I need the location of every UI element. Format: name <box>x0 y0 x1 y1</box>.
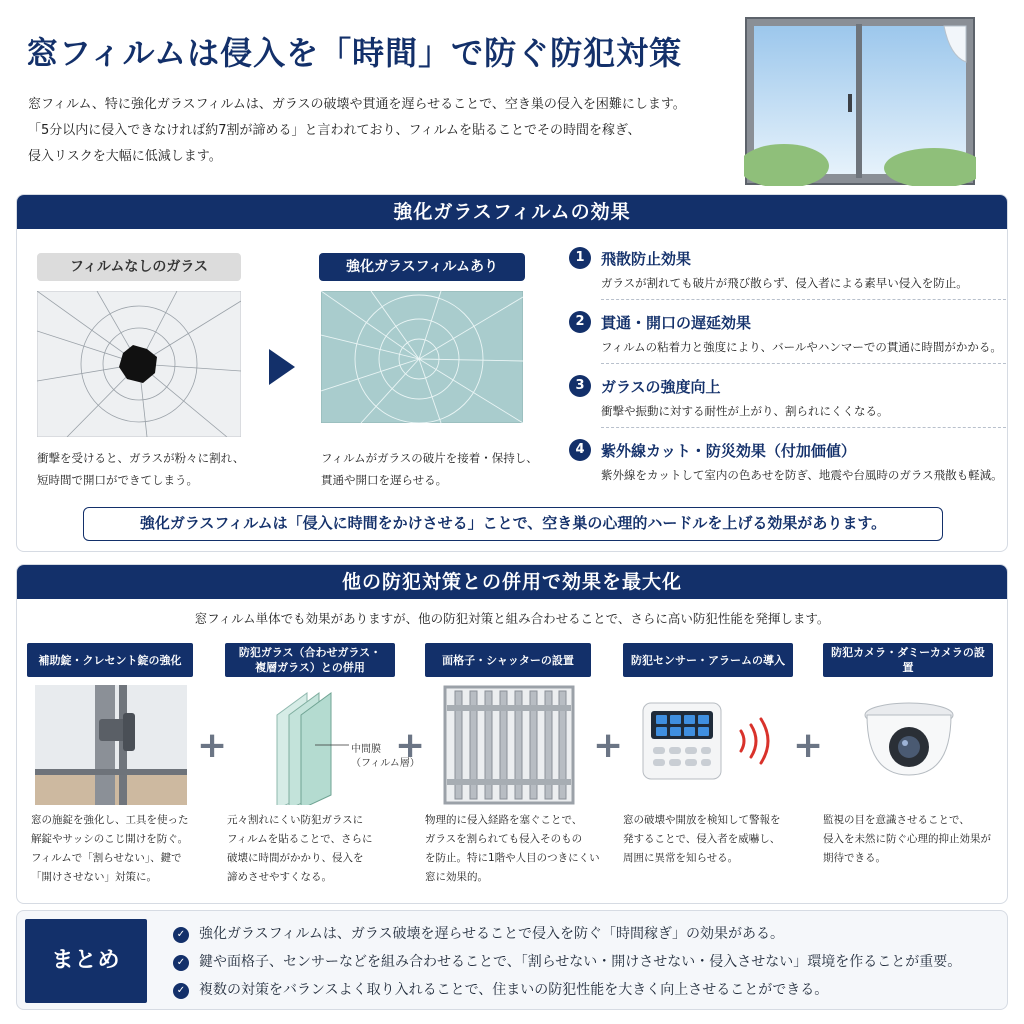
divider <box>601 363 1008 364</box>
measure-desc: 窓の破壊や開放を検知して警報を 発することで、侵入者を威嚇し、 周囲に異常を知らせる。 <box>623 814 781 864</box>
summary-label: まとめ <box>25 919 147 1003</box>
measure-desc: 物理的に侵入経路を塞ぐことで、 ガラスを割られても侵入そのもの を防止。特に1階や人目のつきにくい 窓に効果的。 <box>425 814 600 883</box>
measure-desc: 窓の施錠を強化し、工具を使った 解錠やサッシのこじ開けを防ぐ。 フィルムで「割らせない」、鍵で 「開けさせない」対策に。 <box>31 814 189 883</box>
intro-line: 侵入リスクを大幅に低減します。 <box>28 149 222 164</box>
measure-desc: 監視の目を意識させることで、 侵入を未然に防ぐ心理的抑止効果が 期待できる。 <box>823 814 991 864</box>
summary-panel <box>16 910 1008 1010</box>
effect-desc: ガラスが割れても破片が飛び散らず、侵入者による素早い侵入を防止。 <box>601 276 968 290</box>
window-grille-illustration <box>443 685 575 805</box>
check-icon: ✓ <box>173 983 189 999</box>
measure-tag: 補助錠・クレセント錠の強化 <box>27 643 193 677</box>
section-heading: 他の防犯対策との併用で効果を最大化 <box>17 565 1007 599</box>
intro-paragraph <box>28 92 708 170</box>
number-badge: 4 <box>569 439 591 461</box>
plus-icon: + <box>593 725 624 766</box>
shattered-glass-image <box>37 291 241 437</box>
plus-icon: + <box>793 725 824 766</box>
check-icon: ✓ <box>173 955 189 971</box>
measure-tag: 防犯カメラ・ダミーカメラの設置 <box>823 643 993 677</box>
effect-title: 飛散防止効果 <box>601 250 692 268</box>
divider <box>601 299 1008 300</box>
intro-line: 「5分以内に侵入できなければ約7割が諦める」と言われており、フィルムを貼ることでその時間を稼ぎ、 <box>28 123 641 138</box>
reinforced-glass-image <box>321 291 523 423</box>
summary-item: ✓ 鍵や面格子、センサーなどを組み合わせることで、「割らせない・開けさせない・侵入させない」環境を作ることが重要。 <box>173 951 961 971</box>
plus-icon: + <box>395 725 426 766</box>
without-film-caption: 衝撃を受けると、ガラスが粉々に割れ、 短時間で開口ができてしまう。 <box>37 451 245 487</box>
film-effects-panel <box>16 194 1008 552</box>
effect-desc: 紫外線をカットして室内の色あせを防ぎ、地震や台風時のガラス飛散も軽減。 <box>601 468 1003 482</box>
glass-annotation: 中間膜 （フィルム層） <box>351 744 420 769</box>
divider <box>601 427 1008 428</box>
with-film-caption: フィルムがガラスの破片を接着・保持し、 貫通や開口を遅らせる。 <box>321 451 538 487</box>
measure-desc: 元々割れにくい防犯ガラスに フィルムを貼ることで、さらに 破壊に時間がかかり、侵入を 諦めさせやすくなる。 <box>227 814 373 883</box>
effect-title: 紫外線カット・防災効果（付加価値） <box>601 442 856 460</box>
measure-tag: 防犯センサー・アラームの導入 <box>623 643 793 677</box>
effect-desc: 衝撃や振動に対する耐性が上がり、割られにくくなる。 <box>601 404 889 418</box>
page-title: 窓フィルムは侵入を「時間」で防ぐ防犯対策 <box>26 34 683 72</box>
with-film-label: 強化ガラスフィルムあり <box>319 253 525 281</box>
summary-item: ✓ 複数の対策をバランスよく取り入れることで、住まいの防犯性能を大きく向上させることができる。 <box>173 979 828 999</box>
intro-line: 窓フィルム、特に強化ガラスフィルムは、ガラスの破壊や貫通を遅らせることで、空き巣の侵入を困難にします。 <box>28 97 686 112</box>
security-camera-illustration <box>851 685 967 805</box>
lock-illustration <box>35 685 187 805</box>
effect-title: ガラスの強度向上 <box>601 378 721 396</box>
combo-measures-panel <box>16 564 1008 904</box>
check-icon: ✓ <box>173 927 189 943</box>
section-heading: 強化ガラスフィルムの効果 <box>17 195 1007 229</box>
without-film-label: フィルムなしのガラス <box>37 253 241 281</box>
alarm-sensor-illustration <box>637 685 787 805</box>
number-badge: 2 <box>569 311 591 333</box>
callout-box: 強化ガラスフィルムは「侵入に時間をかけさせる」ことで、空き巣の心理的ハードルを上げる効果があります。 <box>83 507 943 541</box>
arrow-right-icon <box>269 349 295 385</box>
summary-item: ✓ 強化ガラスフィルムは、ガラス破壊を遅らせることで侵入を防ぐ「時間稼ぎ」の効果がある。 <box>173 923 784 943</box>
measure-tag: 防犯ガラス（合わせガラス・ 複層ガラス）との併用 <box>225 643 395 677</box>
effect-desc: フィルムの粘着力と強度により、バールやハンマーでの貫通に時間がかかる。 <box>601 340 1002 354</box>
measure-tag: 面格子・シャッターの設置 <box>425 643 591 677</box>
effect-title: 貫通・開口の遅延効果 <box>601 314 752 332</box>
plus-icon: + <box>197 725 228 766</box>
section-intro: 窓フィルム単体でも効果がありますが、他の防犯対策と組み合わせることで、さらに高い防犯性能を発揮します。 <box>194 611 830 626</box>
number-badge: 1 <box>569 247 591 269</box>
number-badge: 3 <box>569 375 591 397</box>
window-illustration <box>744 16 976 186</box>
